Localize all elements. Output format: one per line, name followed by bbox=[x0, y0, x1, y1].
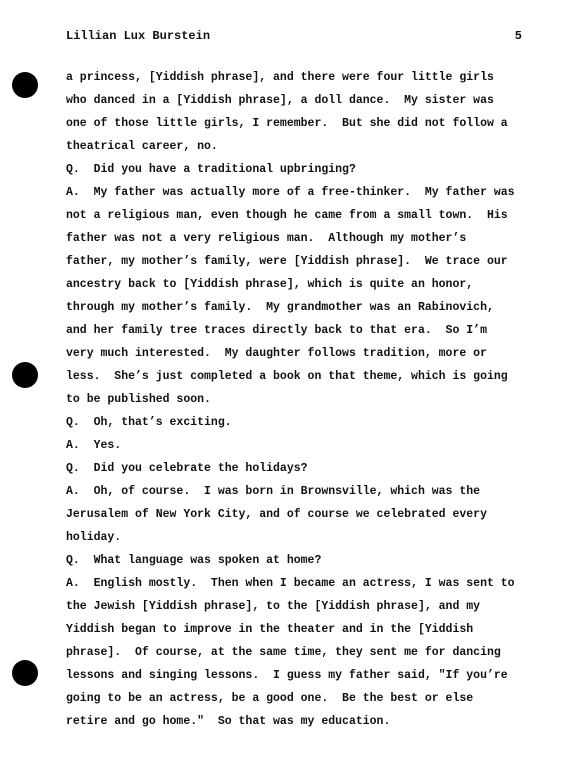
transcript-body bbox=[66, 66, 536, 733]
transcript-line: Q. Did you have a traditional upbringing? bbox=[66, 163, 356, 176]
interviewee-name: Lillian Lux Burstein bbox=[66, 29, 211, 43]
transcript-line: Yiddish began to improve in the theater and in the [Yiddish bbox=[66, 623, 474, 636]
transcript-line: and her family tree traces directly back to that era. So I’m bbox=[66, 324, 487, 337]
transcript-line: not a religious man, even though he came from a small town. His bbox=[66, 209, 508, 222]
transcript-line: holiday. bbox=[66, 531, 122, 544]
transcript-line: A. Oh, of course. I was born in Brownsville, which was the bbox=[66, 485, 481, 498]
transcript-line: phrase]. Of course, at the same time, they sent me for dancing bbox=[66, 646, 501, 659]
transcript-line: to be published soon. bbox=[66, 393, 211, 406]
transcript-line: very much interested. My daughter follows tradition, more or bbox=[66, 347, 487, 360]
transcript-line: Q. Oh, that’s exciting. bbox=[66, 416, 232, 429]
binder-hole-middle bbox=[12, 362, 38, 388]
transcript-line: a princess, [Yiddish phrase], and there were four little girls bbox=[66, 71, 494, 84]
transcript-line: who danced in a [Yiddish phrase], a doll dance. My sister was bbox=[66, 94, 494, 107]
transcript-line: father was not a very religious man. Although my mother’s bbox=[66, 232, 467, 245]
transcript-line: less. She’s just completed a book on that theme, which is going bbox=[66, 370, 508, 383]
transcript-line: retire and go home." So that was my education. bbox=[66, 715, 391, 728]
transcript-line: the Jewish [Yiddish phrase], to the [Yiddish phrase], and my bbox=[66, 600, 481, 613]
transcript-line: A. Yes. bbox=[66, 439, 122, 452]
transcript-line: A. English mostly. Then when I became an actress, I was sent to bbox=[66, 577, 515, 590]
transcript-line: ancestry back to [Yiddish phrase], which is quite an honor, bbox=[66, 278, 474, 291]
transcript-line: Jerusalem of New York City, and of course we celebrated every bbox=[66, 508, 487, 521]
transcript-line: father, my mother’s family, were [Yiddish phrase]. We trace our bbox=[66, 255, 508, 268]
transcript-line: going to be an actress, be a good one. Be the best or else bbox=[66, 692, 474, 705]
page-number: 5 bbox=[514, 29, 522, 43]
transcript-line: through my mother’s family. My grandmother was an Rabinovich, bbox=[66, 301, 494, 314]
page-header bbox=[66, 29, 522, 49]
transcript-line: one of those little girls, I remember. But she did not follow a bbox=[66, 117, 508, 130]
transcript-line: theatrical career, no. bbox=[66, 140, 218, 153]
transcript-line: A. My father was actually more of a free-thinker. My father was bbox=[66, 186, 515, 199]
binder-hole-bottom bbox=[12, 660, 38, 686]
binder-hole-top bbox=[12, 72, 38, 98]
transcript-line: Q. Did you celebrate the holidays? bbox=[66, 462, 308, 475]
transcript-line: Q. What language was spoken at home? bbox=[66, 554, 322, 567]
transcript-line: lessons and singing lessons. I guess my father said, "If you’re bbox=[66, 669, 508, 682]
